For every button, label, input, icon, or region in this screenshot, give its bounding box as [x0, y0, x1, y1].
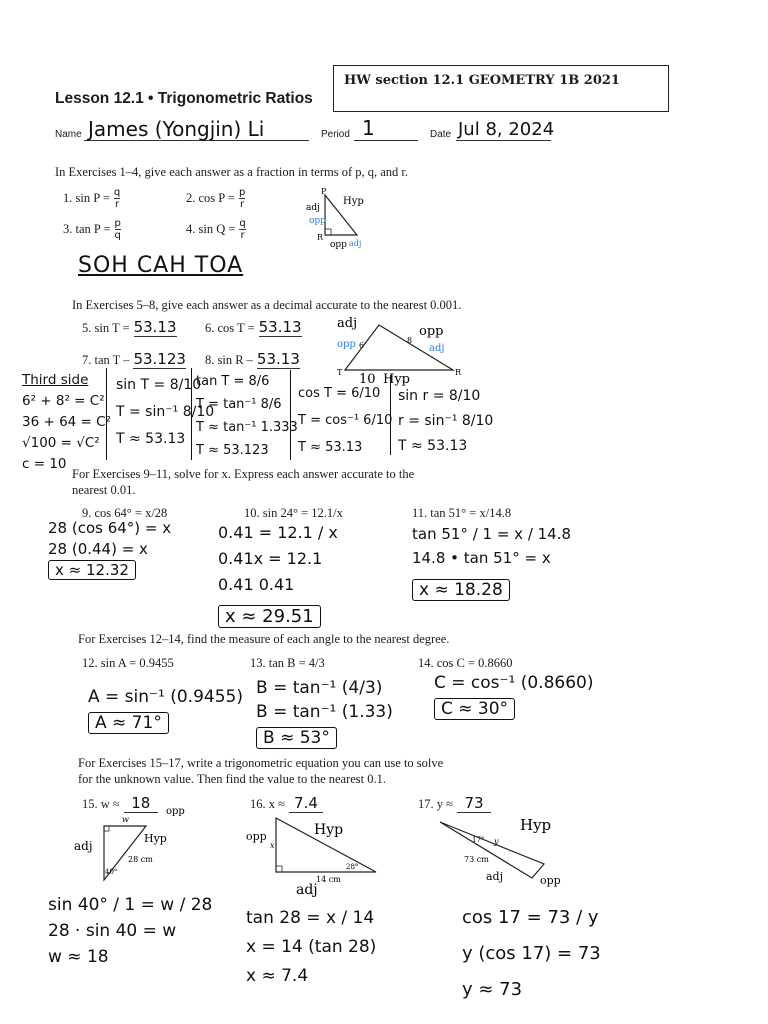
fig2-label-10: 10: [359, 372, 376, 387]
exercise-5: [82, 318, 177, 337]
exercise-4-answer: [239, 218, 245, 241]
work-line: y (cos 17) = 73: [462, 943, 601, 964]
cos-t-work: [298, 380, 392, 461]
exercise-14: 14. cos C = 0.8660: [418, 656, 513, 670]
ex4-num: q: [239, 218, 246, 229]
fig15-label-w: w: [122, 815, 129, 824]
fig15-label-hyp: Hyp: [144, 832, 167, 845]
exercise-1-prompt: 1. sin P =: [63, 191, 110, 205]
exercise-16: [250, 794, 323, 813]
fig16-label-side: 14 cm: [316, 875, 341, 884]
exercise-12: 12. sin A = 0.9455: [82, 656, 174, 670]
period-value: 1: [362, 116, 375, 140]
exercise-10: 10. sin 24° = 12.1/x: [244, 506, 343, 520]
fig2-label-t: T: [337, 368, 343, 377]
section2-instructions: In Exercises 5–8, give each answer as a decimal accurate to the nearest 0.001.: [72, 298, 462, 312]
soh-cah-toa: SOH CAH TOA: [78, 253, 244, 278]
section5-instructions: For Exercises 15–17, write a trigonometric equation you can use to solve: [78, 756, 444, 770]
exercise-15-prompt: 15. w ≈: [82, 797, 120, 811]
work-line: sin T = 8/10: [116, 377, 202, 393]
right-angle-mark: [104, 826, 109, 831]
hw-section-box: [333, 65, 669, 112]
exercise-9-work: [48, 518, 171, 581]
triangle-15-figure: [74, 806, 185, 888]
work-line: tan 28 = x / 14: [246, 908, 375, 928]
fig1-label-opp-blue: opp: [309, 216, 326, 226]
name-label: Name: [55, 129, 82, 140]
period-label: Period: [321, 129, 350, 140]
work-line: 28 (cos 64°) = x: [48, 519, 172, 537]
ex4-den: r: [240, 230, 245, 241]
fig16-label-x: x: [270, 841, 275, 850]
exercise-14-final-answer: C ≈ 30°: [434, 698, 515, 720]
fig16-label-angle: 28°: [346, 863, 359, 871]
triangle-pqr-figure: [305, 187, 365, 250]
exercise-10-work: [218, 520, 338, 630]
exercise-13-final-answer: B ≈ 53°: [256, 727, 337, 749]
exercise-2-prompt: 2. cos P =: [186, 191, 235, 205]
ex3-den: q: [114, 230, 121, 241]
fig2-label-adj: adj: [337, 316, 358, 331]
work-divider: [191, 368, 192, 460]
date-value: Jul 8, 2024: [458, 119, 555, 140]
work-line: cos 17 = 73 / y: [462, 907, 599, 928]
exercise-11: 11. tan 51° = x/14.8: [412, 506, 512, 520]
work-line: Third side: [22, 372, 89, 388]
fig17-label-adj: adj: [486, 870, 504, 883]
exercise-7-answer: 53.123: [133, 350, 186, 368]
work-line: 28 · sin 40 = w: [48, 921, 177, 941]
triangle-t-r-figure: [335, 315, 465, 385]
exercise-3: [63, 218, 121, 241]
exercise-5-answer: 53.13: [133, 318, 177, 336]
period-line: [354, 140, 418, 141]
fig2-label-opp: opp: [419, 324, 444, 339]
work-line: x = 14 (tan 28): [246, 937, 377, 957]
hw-section-title: HW section 12.1 GEOMETRY 1B 2021: [344, 73, 620, 88]
work-line: T ≈ 53.13: [116, 431, 186, 447]
ex1-den: r: [114, 199, 120, 210]
tan-t-work: [196, 370, 298, 462]
work-line: sin 40° / 1 = w / 28: [48, 895, 213, 915]
triangle-17-figure: [436, 808, 586, 888]
work-line: C = cos⁻¹ (0.8660): [434, 673, 594, 693]
work-line: 0.41 = 12.1 / x: [218, 523, 338, 542]
exercise-15-work: [48, 892, 212, 970]
work-line: sin r = 8/10: [398, 388, 481, 404]
fig16-label-adj: adj: [296, 882, 318, 898]
exercise-16-prompt: 16. x ≈: [250, 797, 285, 811]
exercise-1-answer: [114, 187, 120, 210]
exercise-3-prompt: 3. tan P =: [63, 222, 111, 236]
section3-instructions: For Exercises 9–11, solve for x. Express each answer accurate to the: [72, 467, 415, 481]
fig1-label-opp: opp: [330, 240, 347, 250]
work-divider: [106, 368, 107, 460]
exercise-11-work: [412, 522, 571, 602]
work-divider: [290, 370, 291, 460]
exercise-3-answer: [115, 218, 121, 241]
fig2-label-opp-blue: opp: [337, 339, 356, 350]
exercise-17-answer: 73: [457, 794, 491, 813]
exercise-2: [186, 187, 245, 210]
exercise-1: [63, 187, 120, 210]
exercise-9: 9. cos 64° = x/28: [82, 506, 168, 520]
exercise-4-prompt: 4. sin Q =: [186, 222, 236, 236]
sin-r-work: [398, 384, 493, 459]
exercise-13: 13. tan B = 4/3: [250, 656, 325, 670]
fig2-label-hyp: Hyp: [383, 372, 411, 387]
work-line: 28 (0.44) = x: [48, 540, 148, 558]
work-line: 0.41 0.41: [218, 575, 295, 594]
work-line: w ≈ 18: [48, 947, 109, 967]
work-line: 14.8 • tan 51° = x: [412, 549, 551, 567]
work-line: T = sin⁻¹ 8/10: [116, 404, 215, 420]
fig2-label-adj-blue: adj: [429, 343, 445, 354]
work-divider: [390, 375, 391, 455]
exercise-10-final-answer: x ≈ 29.51: [218, 605, 321, 628]
exercise-11-final-answer: x ≈ 18.28: [412, 579, 510, 601]
exercise-13-work: [256, 676, 393, 750]
work-line: 36 + 64 = C²: [22, 414, 111, 430]
fig15-label-opp: opp: [166, 806, 185, 817]
ex2-num: p: [238, 187, 246, 198]
fig16-label-opp: opp: [246, 830, 267, 843]
right-angle-mark: [325, 229, 331, 235]
fig2-label-6: 6: [359, 341, 365, 350]
fig2-label-8: 8: [407, 336, 413, 345]
exercise-2-answer: [239, 187, 245, 210]
ex2-den: r: [240, 199, 245, 210]
section5-instructions-2: for the unknown value. Then find the value to the nearest 0.1.: [78, 772, 387, 786]
exercise-12-work: [88, 684, 243, 736]
exercise-17-prompt: 17. y ≈: [418, 797, 453, 811]
exercise-8-answer: 53.13: [256, 350, 300, 368]
fig1-label-p: P: [321, 187, 327, 196]
triangle-16-figure: [246, 812, 386, 898]
exercise-6-answer: 53.13: [258, 318, 302, 336]
work-line: tan 51° / 1 = x / 14.8: [412, 525, 572, 543]
work-line: r = sin⁻¹ 8/10: [398, 413, 494, 429]
exercise-15-answer: 18: [124, 794, 158, 813]
work-line: T ≈ 53.13: [298, 440, 363, 455]
section3-instructions-2: nearest 0.01.: [72, 483, 136, 497]
exercise-16-work: [246, 904, 376, 991]
section4-instructions: For Exercises 12–14, find the measure of each angle to the nearest degree.: [78, 632, 450, 646]
work-line: A = sin⁻¹ (0.9455): [88, 687, 243, 707]
work-line: B = tan⁻¹ (4/3): [256, 678, 383, 698]
fig16-label-hyp: Hyp: [314, 822, 344, 838]
work-line: T ≈ 53.13: [398, 438, 468, 454]
exercise-6-prompt: 6. cos T =: [205, 321, 255, 335]
work-line: T = tan⁻¹ 8/6: [196, 397, 282, 412]
exercise-14-work: [434, 670, 593, 722]
fig17-label-opp: opp: [540, 874, 561, 887]
date-line: [456, 140, 551, 141]
work-line: c = 10: [22, 456, 67, 472]
fig17-label-angle: 17°: [472, 836, 485, 844]
ex1-num: q: [113, 187, 121, 198]
work-line: tan T = 8/6: [196, 374, 270, 389]
exercise-8: [205, 350, 300, 369]
section1-instructions: In Exercises 1–4, give each answer as a fraction in terms of p, q, and r.: [55, 165, 409, 179]
exercise-7: [82, 350, 186, 369]
work-line: cos T = 6/10: [298, 386, 381, 401]
fig1-label-r: R: [317, 233, 324, 242]
exercise-5-prompt: 5. sin T =: [82, 321, 130, 335]
work-line: T = cos⁻¹ 6/10: [298, 413, 393, 428]
work-line: x ≈ 7.4: [246, 966, 309, 986]
fig2-label-r: R: [455, 368, 462, 377]
fig15-label-angle: 40°: [105, 868, 118, 876]
work-line: B = tan⁻¹ (1.33): [256, 702, 393, 722]
exercise-12-final-answer: A ≈ 71°: [88, 712, 169, 734]
exercise-8-prompt: 8. sin R –: [205, 353, 253, 367]
fig1-label-hyp: Hyp: [343, 196, 364, 207]
fig1-label-adj-blue: adj: [349, 239, 362, 248]
fig1-label-adj: adj: [306, 203, 320, 213]
exercise-7-prompt: 7. tan T –: [82, 353, 130, 367]
exercise-6: [205, 318, 302, 337]
exercise-17-work: [462, 900, 601, 1008]
exercise-16-answer: 7.4: [289, 794, 323, 813]
work-line: √100 = √C²: [22, 435, 100, 451]
fig15-label-adj: adj: [74, 839, 93, 853]
exercise-9-final-answer: x ≈ 12.32: [48, 560, 136, 580]
fig17-label-hyp: Hyp: [520, 816, 552, 834]
fig15-label-side: 28 cm: [128, 855, 153, 864]
lesson-title: Lesson 12.1 • Trigonometric Ratios: [55, 90, 313, 107]
right-angle-mark: [276, 866, 282, 872]
work-line: T ≈ 53.123: [196, 443, 269, 458]
work-line: 6² + 8² = C²: [22, 393, 105, 409]
work-line: T ≈ tan⁻¹ 1.333: [196, 420, 298, 435]
fig17-label-side: 73 cm: [464, 855, 489, 864]
name-value: James (Yongjin) Li: [88, 117, 265, 141]
work-line: 0.41x = 12.1: [218, 549, 323, 568]
work-line: y ≈ 73: [462, 979, 523, 1000]
fig17-label-y: y: [494, 837, 499, 846]
exercise-4: [186, 218, 246, 241]
third-side-work: [22, 370, 111, 475]
ex3-num: p: [114, 218, 121, 229]
date-label: Date: [430, 129, 452, 140]
